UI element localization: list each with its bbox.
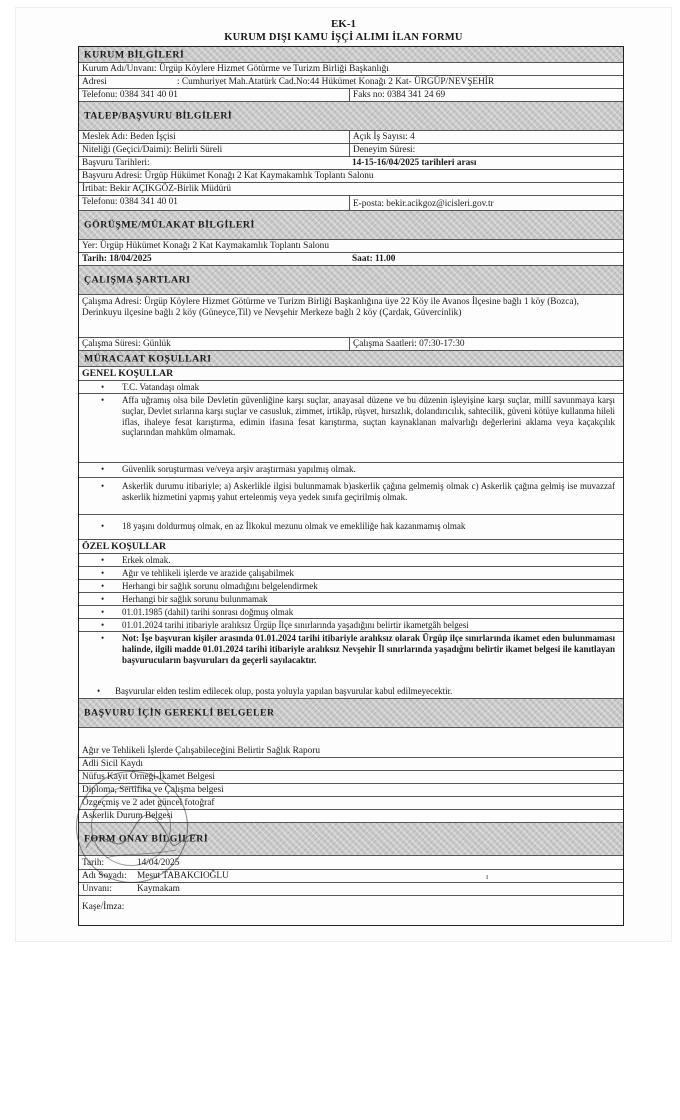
list-item: • 01.01.2024 tarihi itibariyle aralıksız Ürgüp İlçe sınırlarında yaşadığını belirtir ikametgâh belgesi — [79, 619, 623, 632]
calisma-address-row — [79, 295, 623, 338]
section-gorusme: GÖRÜŞME/MÜLAKAT BİLGİLERİ — [79, 211, 623, 240]
kurum-address-value: : Cumhuriyet Mah.Atatürk Cad.No:44 Hükümet Konağı 2 Kat- ÜRGÜP/NEVŞEHİR — [177, 77, 495, 87]
job-nature: Niteliği (Geçici/Daimi): Belirli Süreli — [82, 145, 223, 155]
kurum-fax: Faks no: 0384 341 24 69 — [349, 89, 623, 101]
section-kurum: KURUM BİLGİLERİ — [79, 47, 623, 63]
work-address: Çalışma Adresi: Ürgüp Köylere Hizmet Götürme ve Turizm Birliği Başkanlığına üye 22 Köy ile Avanos İlçesine bağlı 1 köy (Bozca), Derinkuyu ilçesine bağlı 2 köy (Güneyce,Til) ve Nevşehir Merkeze bağlı 2 köy (Çardak, Güvercinlik) — [82, 297, 579, 318]
bullet-icon: • — [101, 620, 105, 630]
document-row: Özgeçmiş ve 2 adet güncel fotoğraf — [79, 797, 623, 810]
ozel-kosullar-heading: ÖZEL KOŞULLAR — [79, 540, 623, 554]
document-row: Ağır ve Tehlikeli İşlerde Çalışabileceğini Belirtir Sağlık Raporu — [79, 745, 623, 758]
talep-email: E-posta: bekir.acikgoz@icisleri.gov.tr — [349, 196, 623, 210]
bullet-icon: • — [101, 382, 105, 392]
talep-nature-row — [79, 144, 623, 157]
approver-title-label: Unvanı: — [82, 884, 112, 894]
talep-address-row — [79, 170, 623, 183]
work-hours: Çalışma Saatleri: 07:30-17:30 — [349, 338, 623, 350]
list-item: • 18 yaşını doldurmuş olmak, en az İlkokul mezunu olmak ve emekliliğe hak kazanmamış olmak — [79, 515, 623, 540]
bullet-icon: • — [101, 481, 105, 491]
approval-date-label: Tarih: — [82, 858, 105, 868]
application-address: Başvuru Adresi: Ürgüp Hükümet Konağı 2 Kat Kaymakamlık Toplantı Salonu — [82, 171, 374, 181]
list-item: • Herhangi bir sağlık sorunu olmadığını belgelendirmek — [79, 580, 623, 593]
talep-contact-row — [79, 183, 623, 196]
talep-phone: Telefonu: 0384 341 40 01 — [82, 197, 178, 207]
list-item: • Askerlik durumu itibariyle; a) Askerlikle ilgisi bulunmamak b)askerlik çağına gelmemiş olmak c) Askerlik çağına gelmiş ise muvazzaf askerlik hizmetini yapmış yahut ertelenmiş veya yedek sınıfa geçirilmiş olmak. — [79, 478, 623, 515]
list-item: • T.C. Vatandaşı olmak — [79, 381, 623, 394]
contact-person: İrtibat: Bekir AÇIKGÖZ-Birlik Müdürü — [82, 184, 231, 194]
section-talep: TALEP/BAŞVURU BİLGİLERİ — [79, 102, 623, 131]
bullet-icon: • — [101, 607, 105, 617]
document-row: Nüfus Kayıt Örneği-İkamet Belgesi — [79, 771, 623, 784]
calisma-hours-row — [79, 338, 623, 351]
bullet-icon: • — [101, 594, 105, 604]
scan-mark: ı — [486, 872, 489, 881]
genel-kosullar-heading: GENEL KOŞULLAR — [79, 367, 623, 381]
annex-label: EK-1 — [330, 18, 357, 30]
bullet-icon: • — [101, 581, 105, 591]
stamp-label: Kaşe/İmza: — [82, 902, 125, 912]
bullet-icon: • — [97, 686, 101, 696]
approver-title: Kaymakam — [137, 884, 180, 894]
job-title: Meslek Adı: Beden İşçisi — [82, 132, 176, 142]
list-item: • Affa uğramış olsa bile Devletin güvenliğine karşı suçlar, anayasal düzene ve bu düzenin işleyişine karşı suçlar, millî savunmaya karşı suçlar, Devlet sırlarına karşı suçlar ve casusluk, zimmet, irtikâp, rüşvet, hırsızlık, dolandırıcılık, sahtecilik, güveni kötüye kullanma hileli iflas, ihaleye fesat karıştırma, edimin ifasına fesat karıştırma, suçtan kaynaklanan malvarlığı değerlerini aklama veya kaçakçılık suçlarından mahkûm olmamak. — [79, 394, 623, 463]
kurum-name-row — [79, 63, 623, 76]
approver-name-label: Adı Soyadı: — [82, 871, 127, 881]
kurum-address-label: Adresi — [82, 77, 107, 87]
list-item: • Ağır ve tehlikeli işlerde ve arazide çalışabilmek — [79, 567, 623, 580]
kurum-address-row — [79, 76, 623, 89]
document-row: Askerlik Durum Belgesi — [79, 810, 623, 823]
bullet-icon: • — [101, 633, 105, 643]
section-muracaat: MÜRACAAT KOŞULLARI — [79, 351, 623, 367]
section-belgeler: BAŞVURU İÇİN GEREKLİ BELGELER — [79, 699, 623, 728]
talep-job-row — [79, 131, 623, 144]
dates-value: 14-15-16/04/2025 tarihleri arası — [352, 158, 477, 168]
dates-label: Başvuru Tarihleri: — [82, 158, 150, 168]
list-item: • Başvurular elden teslim edilecek olup, posta yoluyla yapılan başvurular kabul edilmeyecektir. — [79, 685, 623, 699]
talep-phone-row — [79, 196, 623, 211]
bullet-icon: • — [101, 568, 105, 578]
document-row: Diploma, Sertifika ve Çalışma belgesi — [79, 784, 623, 797]
list-item: • Güvenlik soruşturması ve/veya arşiv araştırması yapılmış olmak. — [79, 463, 623, 478]
approval-date: 14/04/2025 — [137, 858, 180, 868]
kurum-phone-row — [79, 89, 623, 102]
section-onay: FORM ONAY BİLGİLERİ — [79, 823, 623, 856]
list-item: • Herhangi bir sağlık sorunu bulunmamak — [79, 593, 623, 606]
kurum-phone: Telefonu: 0384 341 40 01 — [82, 90, 178, 100]
list-item: • Erkek olmak. — [79, 554, 623, 567]
list-item: • Not: İşe başvuran kişiler arasında 01.01.2024 tarihi itibariyle aralıksız olarak Ürgüp ilçe sınırlarında ikamet eden bulunmaması halinde, ilgili madde 01.01.2024 tarihi itibariyle aralıksız Nevşehir İl sınırlarında yaşadığını belirtir ikamet belgesi ile kanıtlayan başvurucuların başvuruları da geçerli sayılacaktır. — [101, 633, 615, 665]
onay-stamp-row — [79, 896, 623, 924]
openings: Açık İş Sayısı: 4 — [349, 131, 623, 143]
list-item: • 01.01.1985 (dahil) tarihi sonrası doğmuş olmak — [79, 606, 623, 619]
kurum-name: Kurum Adı/Unvanı: Ürgüp Köylere Hizmet Götürme ve Turizm Birliği Başkanlığı — [82, 64, 389, 74]
document-row: Adli Sicil Kaydı — [79, 758, 623, 771]
talep-dates-row — [79, 157, 623, 170]
gorusme-time-row — [79, 253, 623, 266]
section-calisma: ÇALIŞMA ŞARTLARI — [79, 266, 623, 295]
trial-period: Deneyim Süresi: — [349, 144, 623, 156]
approver-name: Mesut TABAKCIOĞLU — [137, 871, 229, 881]
interview-place: Yer: Ürgüp Hükümet Konağı 2 Kat Kaymakamlık Toplantı Salonu — [82, 241, 329, 251]
bullet-icon: • — [101, 555, 105, 565]
signature-mark — [76, 798, 206, 878]
work-duration: Çalışma Süresi: Günlük — [82, 339, 171, 349]
bullet-icon: • — [101, 395, 105, 405]
document-page — [16, 8, 671, 941]
bullet-icon: • — [101, 464, 105, 474]
form-title: KURUM DIŞI KAMU İŞÇİ ALIMI İLAN FORMU — [224, 32, 463, 43]
interview-date: Tarih: 18/04/2025 — [82, 254, 152, 264]
gorusme-place-row — [79, 240, 623, 253]
interview-time: Saat: 11.00 — [352, 254, 396, 264]
bullet-icon: • — [101, 521, 105, 531]
onay-title-row — [79, 883, 623, 896]
